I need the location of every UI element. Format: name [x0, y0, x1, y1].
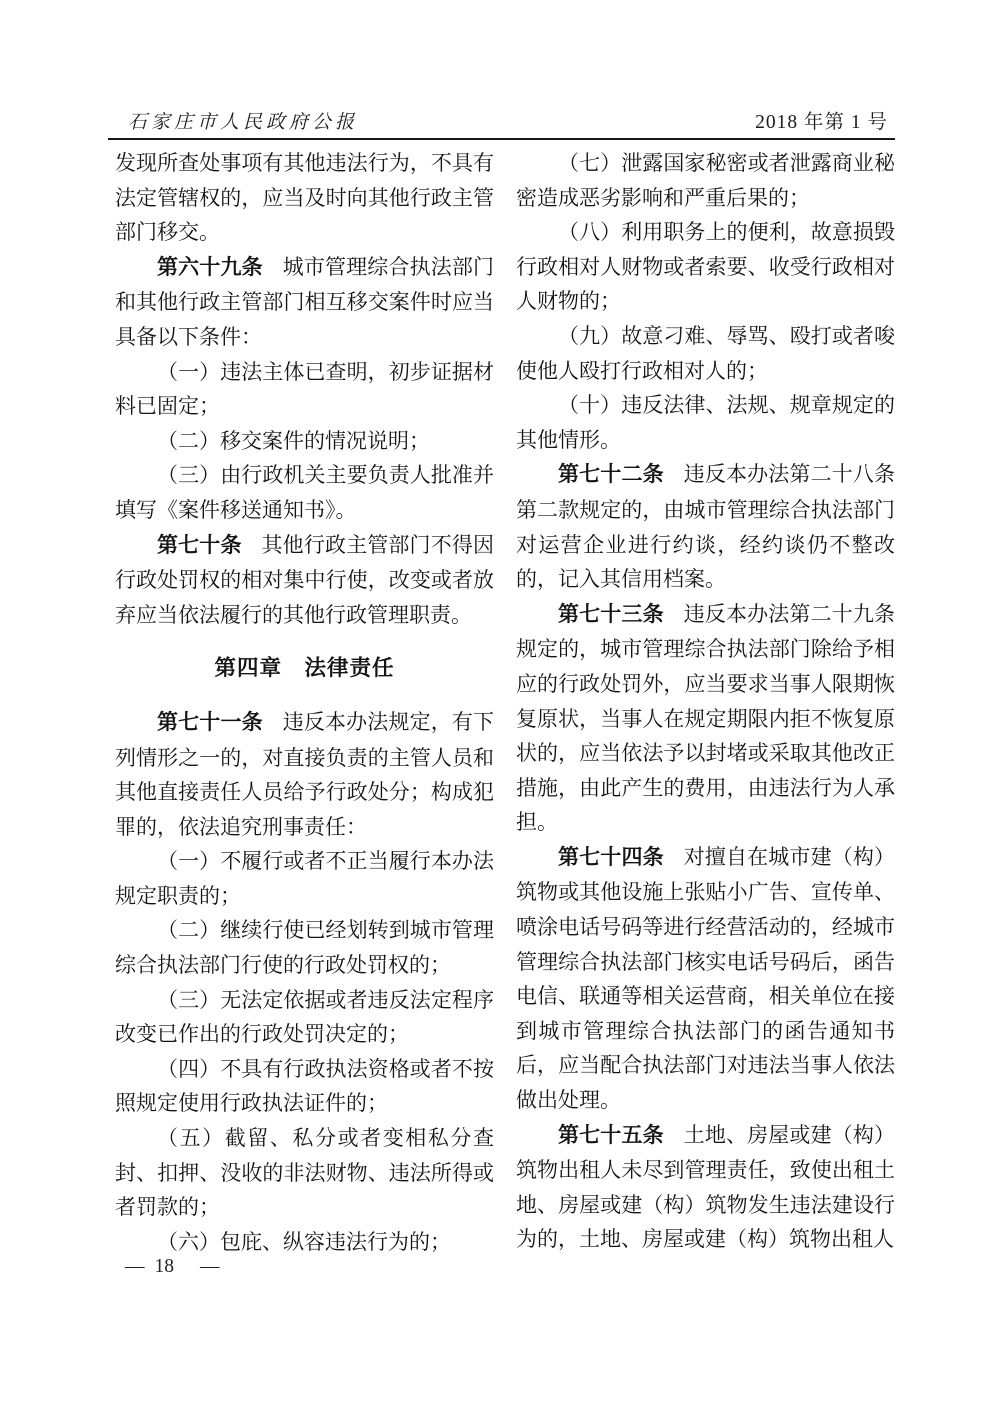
article-number: 第七十一条 — [157, 710, 263, 734]
article-number: 第七十四条 — [558, 845, 664, 869]
chapter-heading: 第四章 法律责任 — [214, 656, 395, 681]
list-item-paragraph: （二）移交案件的情况说明； — [157, 428, 430, 453]
list-item-paragraph: （九）故意刁难、辱骂、殴打或者唆使他人殴打行政相对人的； — [516, 323, 895, 383]
article-paragraph: 第七十四条 对擅自在城市建（构）筑物或其他设施上张贴小广告、宣传单、喷涂电话号码等进行经营活动的，经城市管理综合执法部门核实电话号码后，函告电信、联通等相关运营商，相关单位在接到城市管理综合执法部门的函告通知书后，应当配合执法部门对违法当事人依法做出处理。 — [516, 844, 896, 1113]
text-column-right — [516, 146, 895, 1257]
article-paragraph: 第六十九条 城市管理综合执法部门和其他行政主管部门相互移交案件时应当具备以下条件： — [115, 254, 495, 349]
text-column-left — [115, 146, 494, 1259]
article-paragraph: 第七十条 其他行政主管部门不得因行政处罚权的相对集中行使，改变或者放弃应当依法履行的其他行政管理职责。 — [115, 532, 495, 627]
folio-dash-left: — — [125, 1256, 145, 1277]
article-paragraph: 第七十五条 土地、房屋或建（构）筑物出租人未尽到管理责任，致使出租土地、房屋或建（构）筑物发生违法建设行为的，土地、房屋或建（构）筑物出租人 — [516, 1122, 896, 1252]
list-item-paragraph: （一）违法主体已查明，初步证据材料已固定； — [115, 359, 494, 419]
header-rule — [108, 138, 895, 140]
article-paragraph: 第七十二条 违反本办法第二十八条第二款规定的，由城市管理综合执法部门对运营企业进行约谈，经约谈仍不整改的，记入其信用档案。 — [516, 462, 896, 592]
article-number: 第六十九条 — [157, 255, 263, 279]
journal-title: 石家庄市人民政府公报 — [128, 112, 359, 133]
article-paragraph: 第七十一条 违反本办法规定，有下列情形之一的，对直接负责的主管人员和其他直接责任人员给予行政处分；构成犯罪的，依法追究刑事责任： — [115, 709, 495, 839]
list-item-paragraph: （十）违反法律、法规、规章规定的其他情形。 — [516, 393, 895, 452]
list-item-paragraph: （七）泄露国家秘密或者泄露商业秘密造成恶劣影响和严重后果的； — [516, 151, 895, 210]
list-item-paragraph: （三）由行政机关主要负责人批准并填写《案件移送通知书》。 — [115, 463, 494, 522]
list-item-paragraph: （六）包庇、纵容违法行为的； — [157, 1229, 451, 1254]
folio-number: 18 — [154, 1256, 174, 1277]
list-item-paragraph: （四）不具有行政执法资格或者不按照规定使用行政执法证件的； — [115, 1056, 494, 1116]
article-number: 第七十三条 — [558, 602, 664, 626]
article-number: 第七十二条 — [558, 463, 664, 487]
article-number: 第七十五条 — [558, 1123, 664, 1147]
folio-dash-right: — — [200, 1256, 220, 1277]
list-item-paragraph: （二）继续行使已经划转到城市管理综合执法部门行使的行政处罚权的； — [115, 918, 494, 978]
list-item-paragraph: （五）截留、私分或者变相私分查封、扣押、没收的非法财物、违法所得或者罚款的； — [115, 1126, 494, 1220]
article-number: 第七十条 — [157, 533, 242, 557]
list-item-paragraph: （一）不履行或者不正当履行本办法规定职责的； — [115, 849, 494, 908]
article-paragraph: 第七十三条 违反本办法第二十九条规定的，城市管理综合执法部门除给予相应的行政处罚外，应当要求当事人限期恢复原状，当事人在规定期限内拒不恢复原状的，应当依法予以封堵或采取其他改正措施，由此产生的费用，由违法行为人承担。 — [516, 601, 896, 835]
page-number — [125, 1254, 220, 1280]
issue-number: 2018 年第 1 号 — [755, 112, 888, 133]
body-paragraph: 发现所查处事项有其他违法行为，不具有法定管辖权的，应当及时向其他行政主管部门移交。 — [115, 151, 494, 245]
list-item-paragraph: （三）无法定依据或者违反法定程序改变已作出的行政处罚决定的； — [115, 987, 494, 1047]
list-item-paragraph: （八）利用职务上的便利，故意损毁行政相对人财物或者索要、收受行政相对人财物的； — [516, 220, 895, 314]
